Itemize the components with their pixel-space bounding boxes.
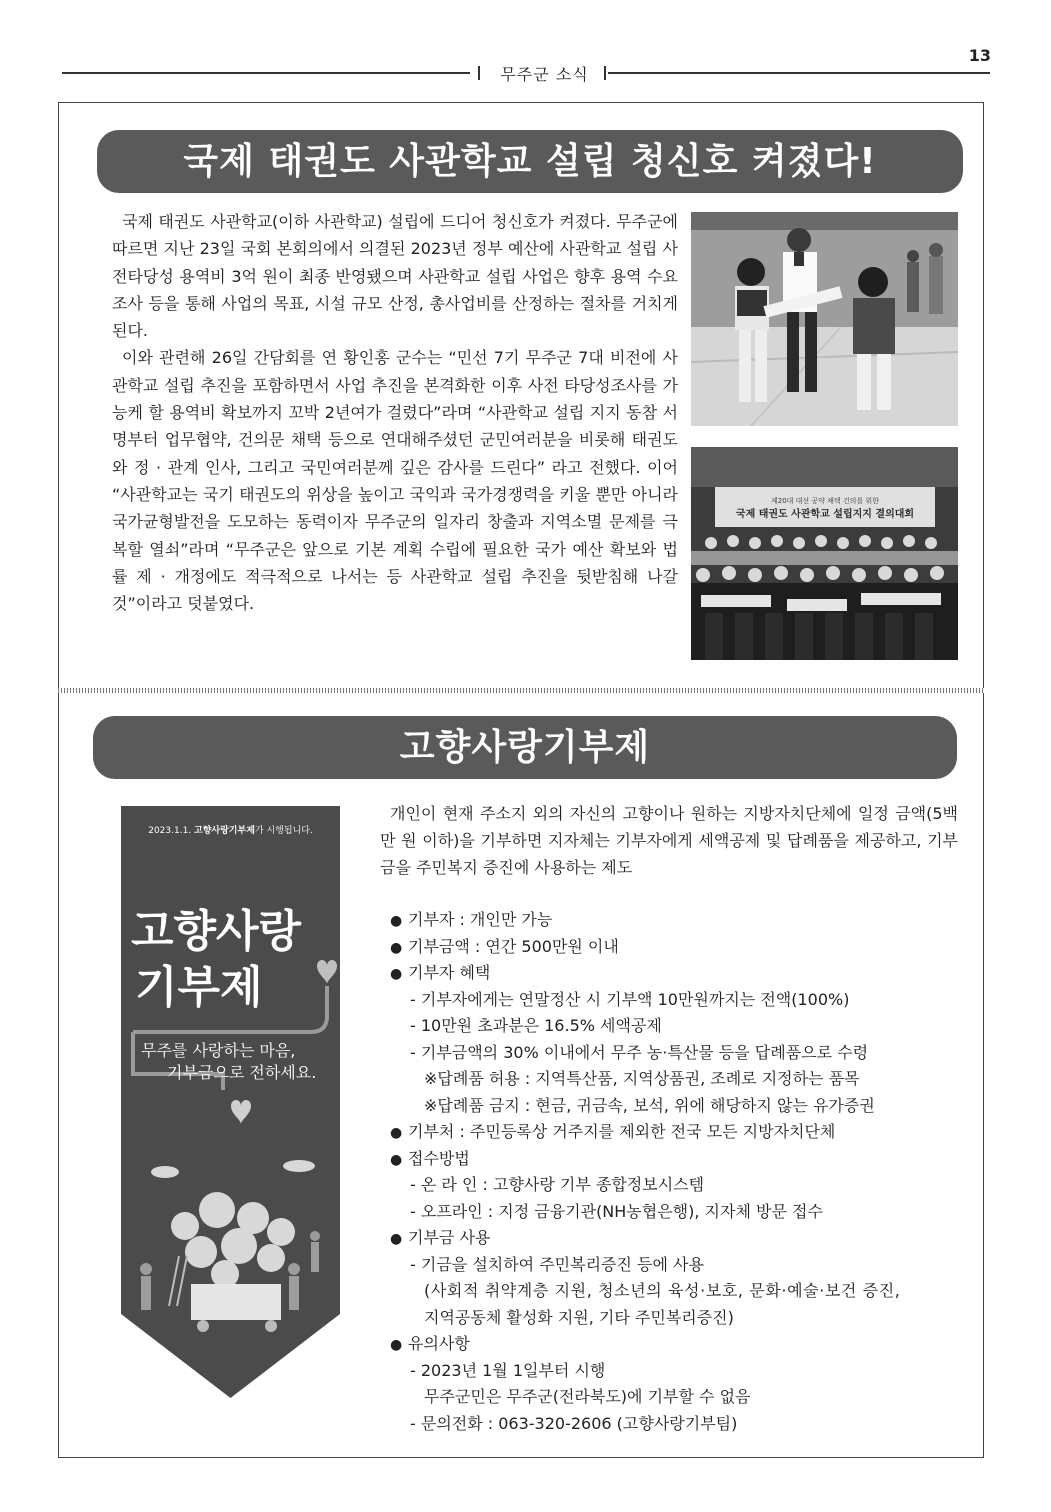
list-item-text: - 2023년 1월 1일부터 시행 — [410, 1360, 606, 1380]
list-item — [380, 1172, 958, 1199]
list-item-text: 접수방법 — [408, 1148, 470, 1168]
poster-slogan-line1: 무주를 사랑하는 마음, — [141, 1041, 296, 1060]
article1-paragraph: 이와 관련해 26일 간담회를 연 황인홍 군수는 “민선 7기 무주군 7대 비전에 사관학교 설립 추진을 포함하면서 사업 추진을 본격화한 이후 사전 타당성조사를 가능케 할 용역비 확보까지 꼬박 2년여가 걸렸다”라며 “사관학교 설립 지지 동참 서명부터 업무협약, 건의문 채택 등으로 연대해주셨던 군민여러분을 비롯해 태권도와 정 · 관계 인사, 그리고 국민여러분께 깊은 감사를 드린다” 라고 전했다. 이어 “사관학교는 국기 태권도의 위상을 높이고 국익과 국가경쟁력을 키울 뿐만 아니라 국가균형발전을 도모하는 동력이자 무주군의 일자리 창출과 지역소멸 문제를 극복할 열쇠”라며 “무주군은 앞으로 기본 계획 수립에 필요한 국가 예산 확보와 법률 제 · 개정에도 적극적으로 나서는 등 사관학교 설립 추진을 뒷받침해 나갈 것”이라고 덧붙였다. — [112, 348, 678, 614]
list-item-text: 기부자 : 개인만 가능 — [408, 910, 553, 929]
list-item — [380, 1384, 958, 1411]
list-item — [380, 1225, 958, 1252]
header-tick-left — [478, 66, 480, 80]
article1-title: 국제 태권도 사관학교 설립 청신호 켜졌다! — [97, 130, 963, 193]
header-rule-right — [608, 72, 990, 74]
list-item — [380, 1040, 958, 1067]
article2-title: 고향사랑기부제 — [93, 716, 957, 779]
list-item — [380, 907, 958, 934]
list-item-text: - 온 라 인 : 고향사랑 기부 종합정보시스템 — [410, 1175, 705, 1194]
hometown-donation-poster — [121, 806, 340, 1398]
poster-logo-line1: 고향사랑 — [131, 906, 302, 957]
list-item-text: - 문의전화 : 063-320-2606 (고향사랑기부팀) — [410, 1413, 738, 1433]
list-item — [380, 1411, 958, 1438]
poster-top-text: 2023.1.1. 고향사랑기부제가 시행됩니다. — [148, 826, 313, 836]
list-item-text: - 10만원 초과분은 16.5% 세액공제 — [410, 1016, 662, 1035]
list-item — [380, 1252, 958, 1279]
article2-intro: 개인이 현재 주소지 외의 자신의 고향이나 원하는 지방자치단체에 일정 금액(5백만 원 이하)을 기부하면 지자체는 기부자에게 세액공제 및 답례품을 제공하고, 기부금을 주민복지 증진에 사용하는 제도 — [380, 804, 958, 877]
list-item — [380, 934, 958, 961]
list-item-text: 유의사항 — [408, 1334, 470, 1353]
bullet-icon: ● — [390, 939, 403, 956]
list-item-text: - 기금을 설치하여 주민복리증진 등에 사용 — [410, 1254, 704, 1274]
list-item-text: ※답례품 금지 : 현금, 귀금속, 보석, 위에 해당하지 않는 유가증권 — [424, 1095, 875, 1115]
list-item — [380, 1066, 958, 1093]
rally-banner-line1: 제20대 대선 공약 채택 건의를 위한 — [771, 497, 879, 505]
list-item — [380, 1013, 958, 1040]
rally-group-photo — [691, 447, 958, 660]
list-item — [380, 1146, 958, 1173]
list-item-text: (사회적 취약계층 지원, 청소년의 육성·보호, 문화·예술·보건 증진, — [424, 1281, 901, 1300]
poster-logo-line2: 기부제 — [135, 962, 263, 1013]
taekwondo-sparring-photo — [691, 212, 958, 426]
bullet-icon: ● — [390, 1151, 403, 1168]
article1-body — [112, 208, 678, 617]
bullet-icon: ● — [390, 1337, 403, 1353]
list-item — [380, 987, 958, 1014]
list-item — [380, 1119, 958, 1146]
list-item-text: 무주군민은 무주군(전라북도)에 기부할 수 없음 — [424, 1387, 751, 1406]
bullet-icon: ● — [390, 1125, 403, 1141]
list-item — [380, 1278, 958, 1305]
article1-paragraph: 국제 태권도 사관학교(이하 사관학교) 설립에 드디어 청신호가 켜졌다. 무주군에 따르면 지난 23일 국회 본회의에서 의결된 2023년 정부 예산에 사관학교 설립 사전타당성 용역비 3억 원이 최종 반영됐으며 사관학교 설립 사업은 향후 용역 수요조사 등을 통해 사업의 목표, 시설 규모 산정, 총사업비를 산정하는 절차를 거치게 된다. — [112, 212, 678, 341]
list-item — [380, 960, 958, 987]
bullet-icon: ● — [390, 1231, 403, 1247]
list-item — [380, 1331, 958, 1358]
poster-slogan-line2: 기부금으로 전하세요. — [167, 1063, 317, 1082]
list-item-text: 기부금 사용 — [408, 1228, 491, 1247]
list-item-text: 기부처 : 주민등록상 거주지를 제외한 전국 모든 지방자치단체 — [408, 1122, 836, 1141]
list-item — [380, 1199, 958, 1226]
list-item — [380, 1305, 958, 1332]
page-number: 13 — [968, 46, 991, 65]
donation-info-list — [380, 907, 958, 1437]
list-item-text: - 기부금액의 30% 이내에서 무주 농·특산물 등을 답례품으로 수령 — [410, 1042, 869, 1062]
list-item-text: - 오프라인 : 지정 금융기관(NH농협은행), 지자체 방문 접수 — [410, 1201, 823, 1221]
list-item-text: 기부자 혜택 — [408, 963, 491, 982]
header-rule-left — [62, 72, 470, 74]
list-item-text: 기부금액 : 연간 500만원 이내 — [408, 936, 619, 956]
list-item-text: - 기부자에게는 연말정산 시 기부액 10만원까지는 전액(100%) — [410, 989, 850, 1009]
article2-body — [380, 800, 958, 1437]
list-item-text: 지역공동체 활성화 지원, 기타 주민복리증진) — [424, 1307, 734, 1327]
section-label: 무주군 소식 — [500, 65, 589, 84]
header-tick-right — [604, 66, 606, 80]
list-item-text: ※답례품 허용 : 지역특산품, 지역상품권, 조례로 지정하는 품목 — [424, 1069, 860, 1088]
bullet-icon: ● — [390, 966, 403, 982]
list-item — [380, 1093, 958, 1120]
list-item — [380, 1358, 958, 1385]
section-divider — [58, 688, 984, 693]
rally-banner-line2: 국제 태권도 사관학교 설립지지 결의대회 — [735, 509, 915, 520]
bullet-icon: ● — [390, 913, 403, 929]
